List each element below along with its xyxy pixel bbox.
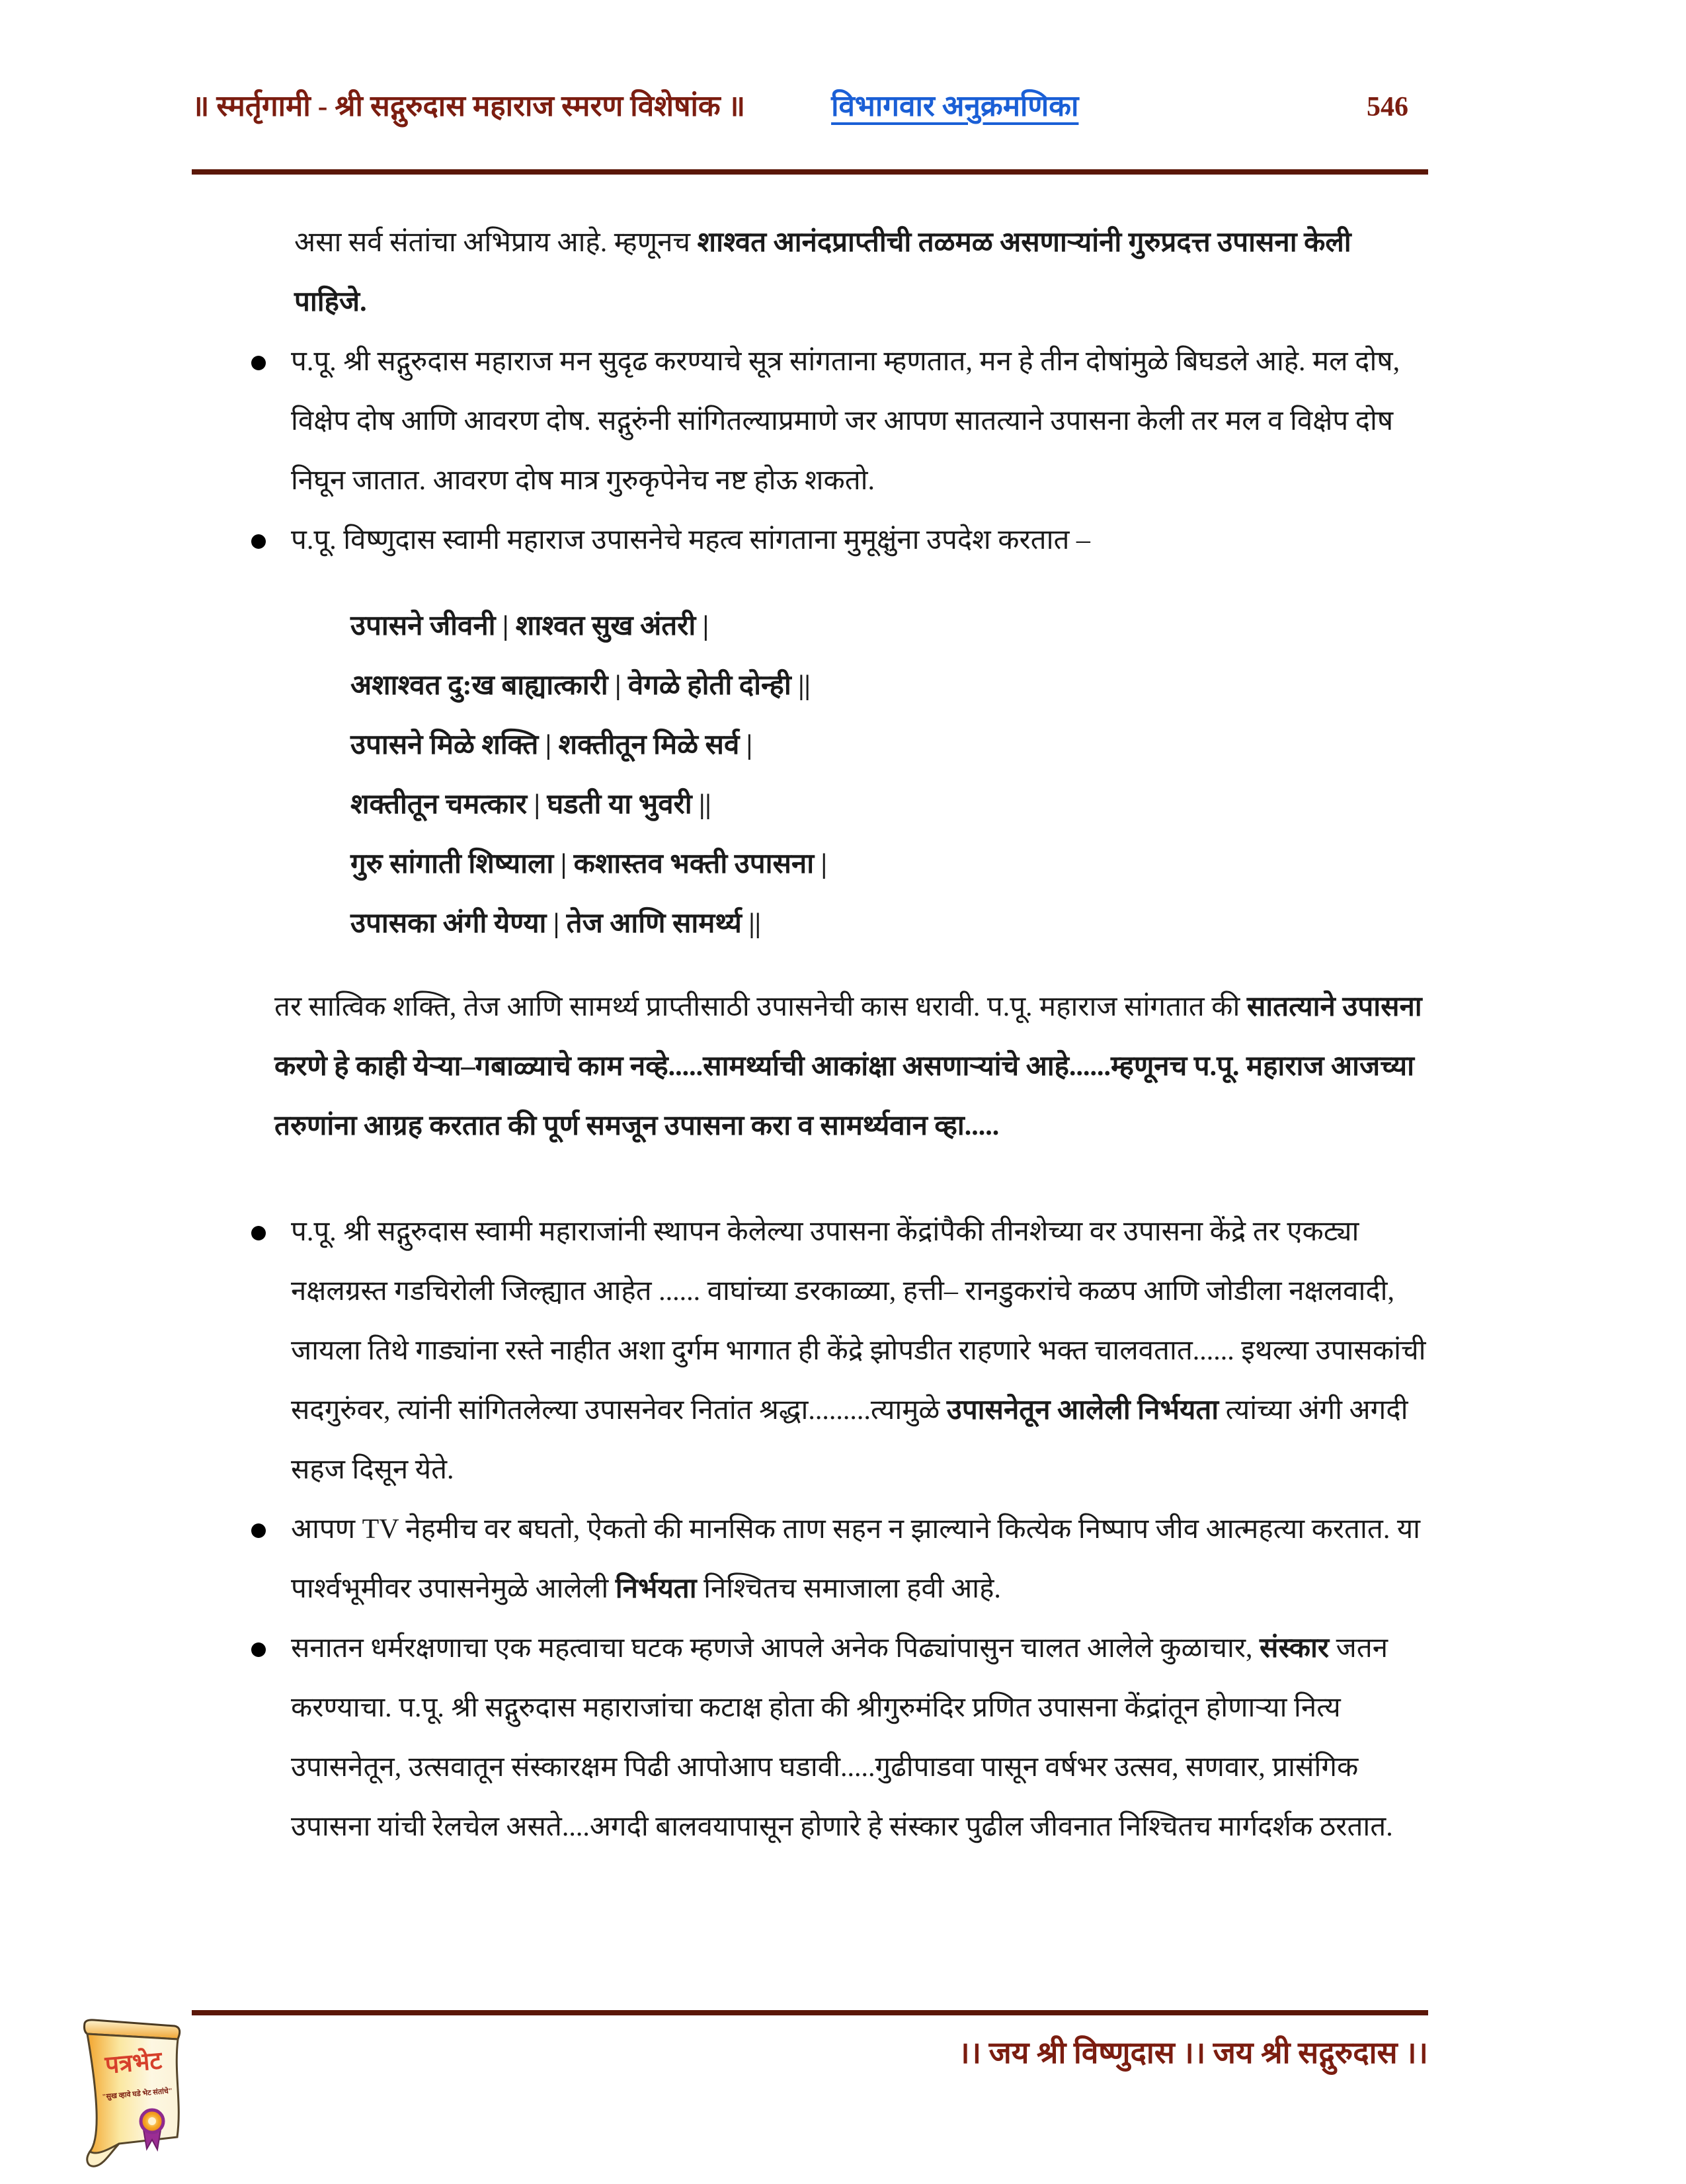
body-text: असा सर्व संतांचा अभिप्राय आहे. म्हणूनच — [294, 227, 698, 258]
bullet-text — [291, 332, 1428, 510]
body-text: निश्चितच समाजाला हवी आहे. — [696, 1574, 1001, 1604]
body-text: तर सात्विक शक्ति, तेज आणि सामर्थ्य प्राप्तीसाठी उपासनेची कास धरावी. प.पू. महाराज सांगतात की — [274, 992, 1247, 1022]
bullet-icon — [251, 1226, 266, 1240]
rosette-icon — [141, 2110, 163, 2150]
body-paragraph — [192, 213, 1428, 332]
logo-name: पत्रभेट — [104, 2047, 163, 2080]
emphasized-text: निर्भयता — [615, 1574, 697, 1604]
section-index-link[interactable]: विभागवार अनुक्रमणिका — [831, 90, 1079, 122]
body-text: प.पू. विष्णुदास स्वामी महाराज उपासनेचे महत्व सांगताना मुमूक्षुंना उपदेश करतात – — [291, 525, 1090, 555]
bullet-icon — [251, 1642, 266, 1657]
bullet-item — [192, 332, 1428, 510]
bullet-icon — [251, 1523, 266, 1538]
emphasized-text: शाश्वत आनंदप्राप्तीची तळमळ असणाऱ्यांनी गुरुप्रदत्त उपासना केली पाहिजे. — [294, 227, 1351, 317]
verse-block — [350, 596, 1428, 953]
emphasized-text: संस्कार — [1260, 1633, 1330, 1664]
verse-line: उपासका अंगी येण्या | तेज आणि सामर्थ्य || — [350, 909, 761, 939]
bullet-item — [192, 1500, 1428, 1619]
body-paragraph — [192, 977, 1428, 1156]
document-body — [192, 213, 1428, 1857]
footer-divider — [192, 2010, 1428, 2015]
bullet-item — [192, 1202, 1428, 1500]
emphasized-text: सातत्याने उपासना करणे हे काही येऱ्या–गबाळ्याचे काम नव्हे.....सामर्थ्याची आकांक्षा असणाऱ्यांचे आहे......म्हणूनच प.पू. महाराज आजच्या तरुणांना आग्रह करतात की पूर्ण समजून उपासना करा व सामर्थ्यवान व्हा..... — [274, 992, 1422, 1141]
body-text: प.पू. श्री सद्गुरुदास महाराज मन सुदृढ करण्याचे सूत्र सांगताना म्हणतात, मन हे तीन दोषांमुळे बिघडले आहे. मल दोष, विक्षेप दोष आणि आवरण दोष. सद्गुरुंनी सांगितल्याप्रमाणे जर आपण सातत्याने उपासना केली तर मल व विक्षेप दोष निघून जातात. आवरण दोष मात्र गुरुकृपेनेच नष्ट होऊ शकतो. — [291, 346, 1400, 496]
verse-line: उपासने मिळे शक्ति | शक्तीतून मिळे सर्व | — [350, 730, 753, 760]
verse-line: शक्तीतून चमत्कार | घडती या भुवरी || — [350, 789, 711, 820]
bullet-item — [192, 1619, 1428, 1857]
page-header — [192, 85, 1428, 124]
patrabhet-scroll-logo — [71, 2017, 194, 2181]
bullet-item — [192, 510, 1428, 570]
scroll-icon — [71, 2017, 194, 2181]
bullet-text — [291, 1500, 1428, 1619]
body-text: सनातन धर्मरक्षणाचा एक महत्वाचा घटक म्हणजे आपले अनेक पिढ्यांपासुन चालत आलेले कुळाचार, — [291, 1633, 1260, 1664]
verse-line: अशाश्वत दु:ख बाह्यात्कारी | वेगळे होती दोन्ही || — [350, 670, 811, 701]
body-text: आपण TV नेहमीच वर बघतो, ऐकतो की मानसिक ताण सहन न झाल्याने कित्येक निष्पाप जीव आत्महत्या करतात. या पार्श्वभूमीवर उपासनेमुळे आलेली — [291, 1514, 1421, 1604]
bullet-icon — [251, 534, 266, 549]
bullet-text — [291, 1202, 1428, 1500]
body-text: प.पू. श्री सद्गुरुदास स्वामी महाराजांनी स्थापन केलेल्या उपासना केंद्रांपैकी तीनशेच्या वर उपासना केंद्रे तर एकट्या नक्षलग्रस्त गडचिरोली जिल्ह्यात आहेत ...... वाघांच्या डरकाळ्या, हत्ती– रानडुकरांचे कळप आणि जोडीला नक्षलवादी, जायला तिथे गाड्यांना रस्ते नाहीत अशा दुर्गम भागात ही केंद्रे झोपडीत राहणारे भक्त चालवतात...... इथल्या उपासकांची सदगुरुंवर, त्यांनी सांगितलेल्या उपासनेवर नितांत श्रद्धा.........त्यामुळे — [291, 1217, 1426, 1426]
emphasized-text: उपासनेतून आलेली निर्भयता — [946, 1395, 1219, 1426]
verse-line: गुरु सांगाती शिष्याला | कशास्तव भक्ती उपासना | — [350, 849, 827, 879]
body-text: त्यांच्या अंगी अगदी सहज दिसून येते. — [291, 1395, 1408, 1485]
page-title: ॥ स्मर्तृगामी - श्री सद्गुरुदास महाराज स्मरण विशेषांक ॥ — [192, 90, 746, 122]
body-text: जतन करण्याचा. प.पू. श्री सद्गुरुदास महाराजांचा कटाक्ष होता की श्रीगुरुमंदिर प्रणित उपासना केंद्रांतून होणाऱ्या नित्य उपासनेतून, उत्सवातून संस्कारक्षम पिढी आपोआप घडावी.....गुढीपाडवा पासून वर्षभर उत्सव, सणवार, प्रासंगिक उपासना यांची रेलचेल असते....अगदी बालवयापासून होणारे हे संस्कार पुढील जीवनात निश्चितच मार्गदर्शक ठरतात. — [291, 1633, 1393, 1842]
header-divider — [192, 169, 1428, 175]
logo-tagline: "सुख व्हावे घडे भेट संतांचे" — [101, 2087, 173, 2101]
verse-line: उपासने जीवनी | शाश्वत सुख अंतरी | — [350, 611, 709, 641]
page-number: 546 — [1367, 92, 1408, 122]
bullet-text — [291, 510, 1428, 570]
footer-blessing: ।। जय श्री विष्णुदास ।। जय श्री सद्गुरुदास ।। — [958, 2036, 1428, 2070]
bullet-icon — [251, 356, 266, 370]
bullet-text — [291, 1619, 1428, 1857]
